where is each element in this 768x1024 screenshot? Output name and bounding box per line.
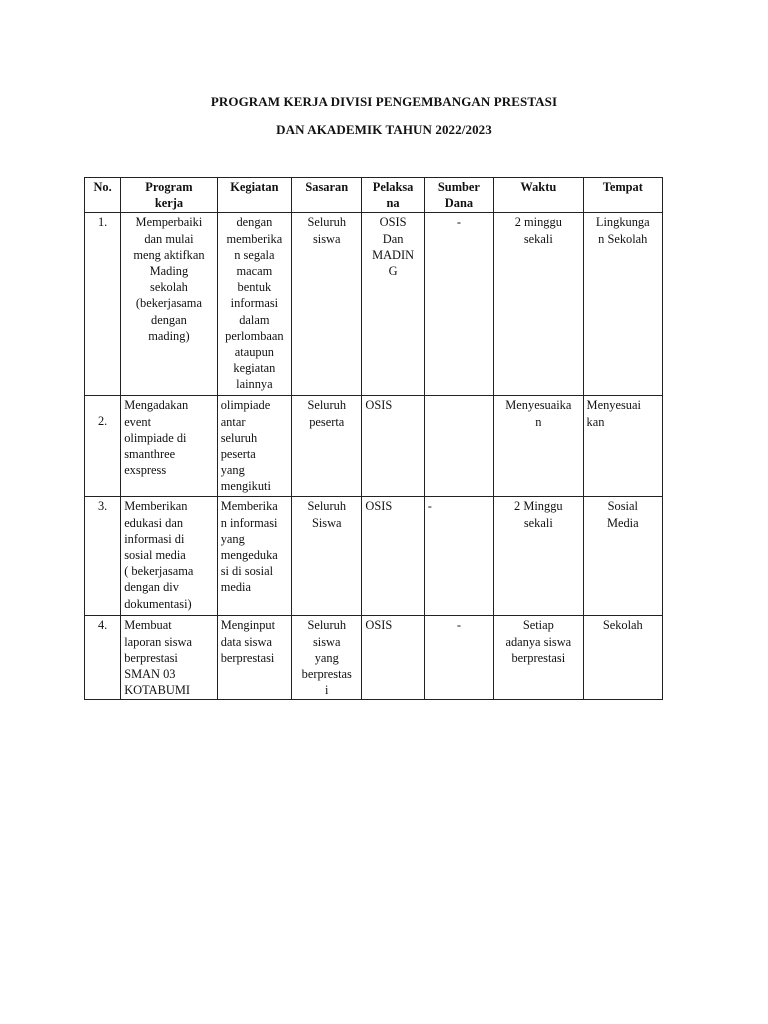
table-row: [85, 616, 663, 700]
cell-sasaran: Seluruh Siswa: [292, 497, 362, 616]
cell-sumber-dana: -: [424, 616, 493, 700]
header-program-kerja: Program kerja: [121, 178, 218, 213]
cell-no: 2.: [85, 396, 121, 497]
cell-program-kerja: Memberikan edukasi dan informasi di sosial media ( bekerjasama dengan div dokumentasi): [121, 497, 218, 616]
header-no: No.: [85, 178, 121, 213]
document-title-line-2: DAN AKADEMIK TAHUN 2022/2023: [276, 122, 492, 137]
cell-waktu: Setiap adanya siswa berprestasi: [494, 616, 583, 700]
cell-no: 4.: [85, 616, 121, 700]
cell-program-kerja: Membuat laporan siswa berprestasi SMAN 03 KOTABUMI: [121, 616, 218, 700]
table-row: [85, 213, 663, 396]
cell-sumber-dana: [424, 396, 493, 497]
cell-sasaran: Seluruh peserta: [292, 396, 362, 497]
cell-tempat: Sosial Media: [583, 497, 662, 616]
cell-program-kerja: Memperbaiki dan mulai meng aktifkan Mading sekolah (bekerjasama dengan mading): [121, 213, 218, 396]
cell-program-kerja: Mengadakan event olimpiade di smanthree exspress: [121, 396, 218, 497]
table-header-row: [85, 178, 663, 213]
cell-tempat: Lingkunga n Sekolah: [583, 213, 662, 396]
header-tempat: Tempat: [583, 178, 662, 213]
header-sasaran: Sasaran: [292, 178, 362, 213]
cell-sumber-dana: -: [424, 213, 493, 396]
cell-waktu: Menyesuaika n: [494, 396, 583, 497]
document-title-line-1: PROGRAM KERJA DIVISI PENGEMBANGAN PRESTASI: [210, 94, 558, 109]
program-kerja-table: [84, 177, 663, 700]
header-waktu: Waktu: [494, 178, 583, 213]
header-sumber-dana: Sumber Dana: [424, 178, 493, 213]
cell-no: 1.: [85, 213, 121, 396]
cell-pelaksana: OSIS Dan MADIN G: [362, 213, 424, 396]
cell-waktu: 2 minggu sekali: [494, 213, 583, 396]
cell-kegiatan: olimpiade antar seluruh peserta yang mengikuti: [217, 396, 291, 497]
table-row: [85, 497, 663, 616]
header-kegiatan: Kegiatan: [217, 178, 291, 213]
cell-sumber-dana: -: [424, 497, 493, 616]
cell-pelaksana: OSIS: [362, 616, 424, 700]
cell-no: 3.: [85, 497, 121, 616]
cell-tempat: Menyesuai kan: [583, 396, 662, 497]
cell-kegiatan: Memberika n informasi yang mengeduka si di sosial media: [217, 497, 291, 616]
cell-kegiatan: dengan memberika n segala macam bentuk informasi dalam perlombaan ataupun kegiatan lainnya: [217, 213, 291, 396]
table-row: [85, 396, 663, 497]
cell-kegiatan: Menginput data siswa berprestasi: [217, 616, 291, 700]
cell-pelaksana: OSIS: [362, 396, 424, 497]
cell-pelaksana: OSIS: [362, 497, 424, 616]
cell-sasaran: Seluruh siswa yang berprestas i: [292, 616, 362, 700]
header-pelaksana: Pelaksa na: [362, 178, 424, 213]
cell-tempat: Sekolah: [583, 616, 662, 700]
cell-waktu: 2 Minggu sekali: [494, 497, 583, 616]
cell-sasaran: Seluruh siswa: [292, 213, 362, 396]
